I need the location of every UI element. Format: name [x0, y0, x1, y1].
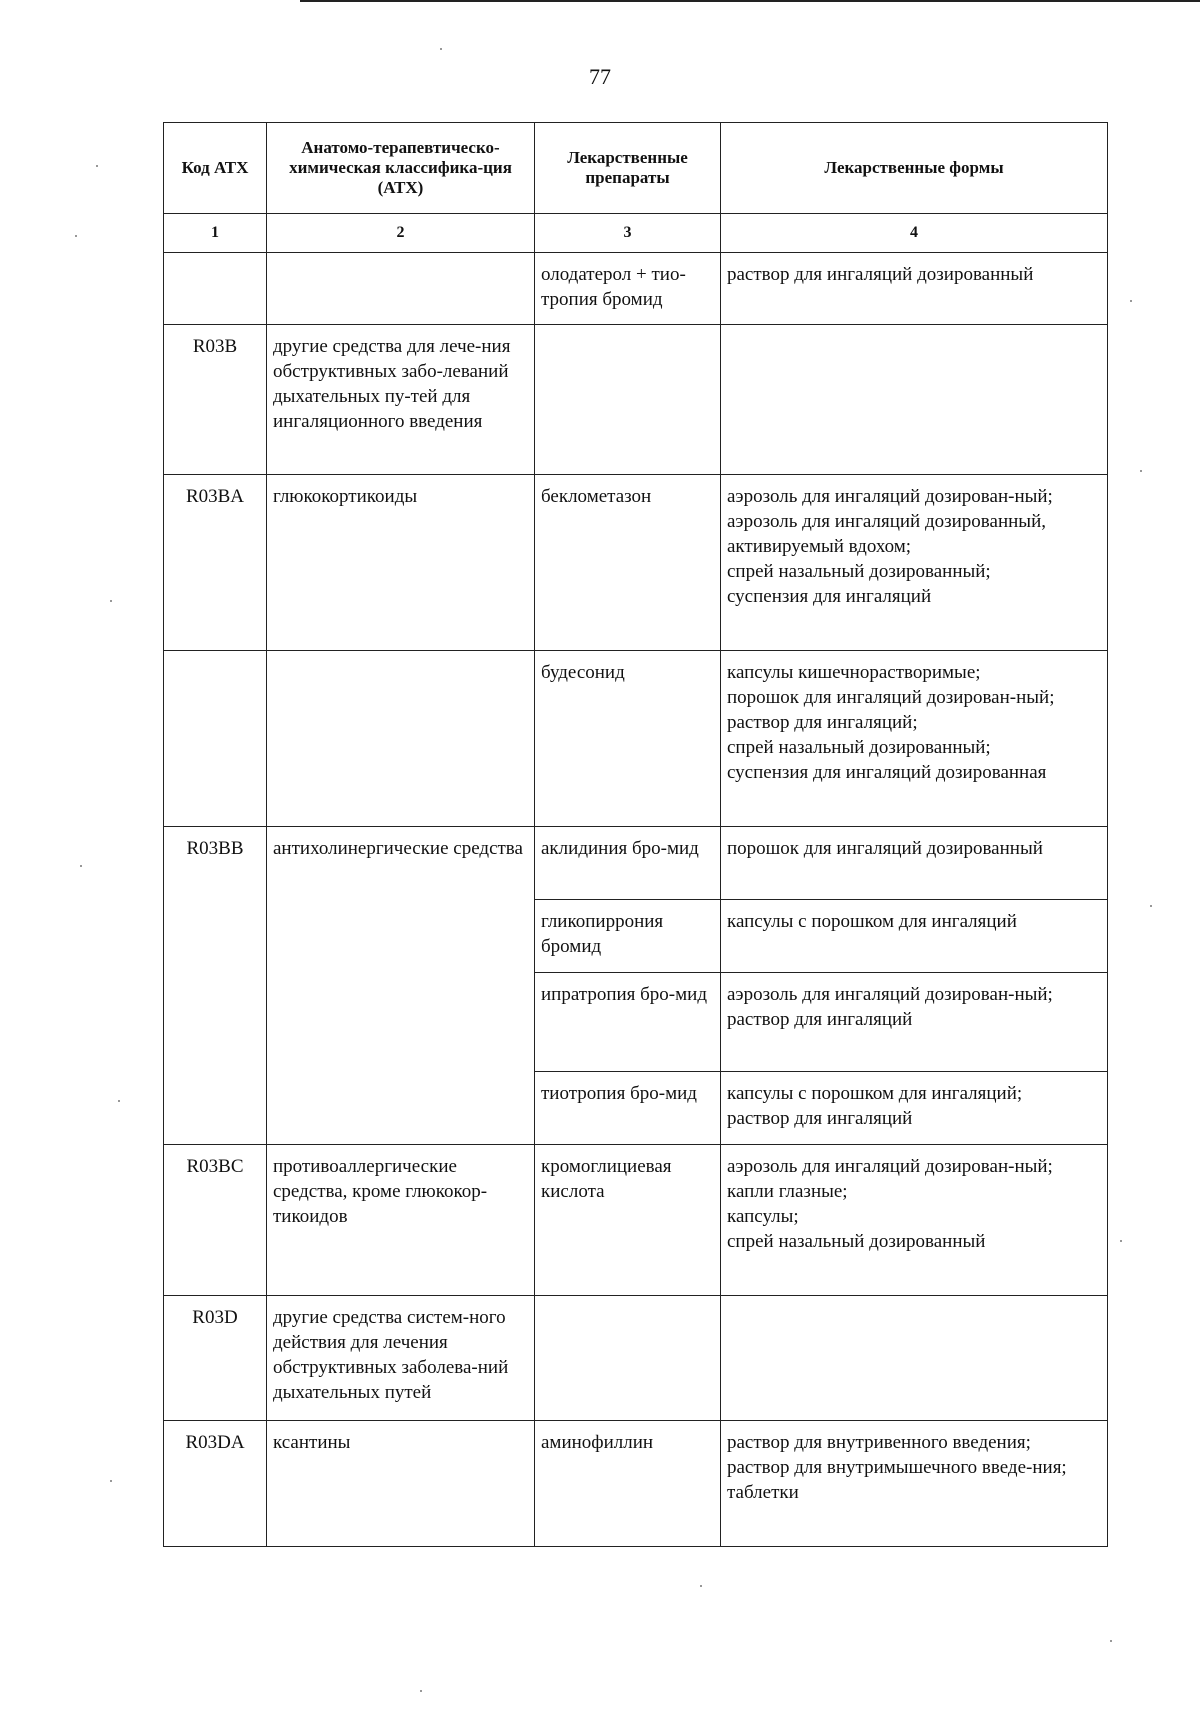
atx-code-cell: R03DA	[164, 1421, 267, 1547]
atx-code-cell: R03D	[164, 1296, 267, 1421]
classification-cell: другие средства систем-ного действия для лечения обструктивных заболева-ний дыхательных путей	[267, 1296, 535, 1421]
header-drugs: Лекарственные препараты	[535, 123, 721, 214]
atx-code-cell	[164, 253, 267, 325]
scan-speck	[1120, 1240, 1122, 1242]
atx-code-cell: R03BB	[164, 827, 267, 1145]
scan-speck	[110, 600, 112, 602]
atx-drug-table	[163, 122, 1108, 1547]
dosage-forms-cell: раствор для внутривенного введения; раствор для внутримышечного введе-ния; таблетки	[721, 1421, 1108, 1547]
drug-cell: аклидиния бро-мид	[535, 827, 721, 900]
classification-cell: ксантины	[267, 1421, 535, 1547]
table-row	[164, 827, 1108, 900]
dosage-forms-cell: аэрозоль для ингаляций дозирован-ный; капли глазные; капсулы; спрей назальный дозированный	[721, 1145, 1108, 1296]
drug-cell: гликопиррония бромид	[535, 900, 721, 973]
table-row	[164, 1145, 1108, 1296]
column-number: 2	[267, 214, 535, 253]
scan-speck	[75, 235, 77, 237]
classification-cell	[267, 253, 535, 325]
header-atx-code: Код АТХ	[164, 123, 267, 214]
table-row	[164, 253, 1108, 325]
atx-code-cell: R03B	[164, 325, 267, 475]
column-number: 4	[721, 214, 1108, 253]
header-atx-classification: Анатомо-терапевтическо-химическая классифика-ция (АТХ)	[267, 123, 535, 214]
drug-cell: будесонид	[535, 651, 721, 827]
table-row	[164, 1296, 1108, 1421]
column-number: 1	[164, 214, 267, 253]
scan-speck	[1110, 1640, 1112, 1642]
dosage-forms-cell: порошок для ингаляций дозированный	[721, 827, 1108, 900]
dosage-forms-cell	[721, 325, 1108, 475]
classification-cell: другие средства для лече-ния обструктивных забо-леваний дыхательных пу-тей для ингаляционного введения	[267, 325, 535, 475]
dosage-forms-cell: аэрозоль для ингаляций дозирован-ный; раствор для ингаляций	[721, 973, 1108, 1072]
column-number-row	[164, 214, 1108, 253]
table-row	[164, 1421, 1108, 1547]
scan-speck	[700, 1585, 702, 1587]
drug-cell: аминофиллин	[535, 1421, 721, 1547]
page-number: 77	[589, 64, 611, 89]
top-edge-rule	[300, 0, 1200, 2]
scan-speck	[440, 48, 442, 50]
dosage-forms-cell	[721, 1296, 1108, 1421]
atx-code-cell	[164, 651, 267, 827]
dosage-forms-cell: капсулы кишечнорастворимые; порошок для ингаляций дозирован-ный; раствор для ингаляций; спрей назальный дозированный; суспензия для ингаляций дозированная	[721, 651, 1108, 827]
drug-cell: беклометазон	[535, 475, 721, 651]
classification-cell: противоаллергические средства, кроме глюкокор-тикоидов	[267, 1145, 535, 1296]
scan-speck	[1150, 905, 1152, 907]
atx-code-cell: R03BA	[164, 475, 267, 651]
classification-cell: антихолинергические средства	[267, 827, 535, 1145]
drug-cell: олодатерол + тио-тропия бромид	[535, 253, 721, 325]
drug-cell: ипратропия бро-мид	[535, 973, 721, 1072]
scan-speck	[420, 1690, 422, 1692]
drug-cell: тиотропия бро-мид	[535, 1072, 721, 1145]
scan-speck	[118, 1100, 120, 1102]
scan-speck	[1130, 300, 1132, 302]
drug-cell	[535, 325, 721, 475]
dosage-forms-cell: капсулы с порошком для ингаляций; раствор для ингаляций	[721, 1072, 1108, 1145]
table-row	[164, 325, 1108, 475]
table-row	[164, 651, 1108, 827]
scan-speck	[80, 865, 82, 867]
table-row	[164, 475, 1108, 651]
dosage-forms-cell: раствор для ингаляций дозированный	[721, 253, 1108, 325]
scan-speck	[110, 1480, 112, 1482]
column-number: 3	[535, 214, 721, 253]
dosage-forms-cell: аэрозоль для ингаляций дозирован-ный; аэрозоль для ингаляций дозированный, активируемый вдохом; спрей назальный дозированный; суспензия для ингаляций	[721, 475, 1108, 651]
table-header-row	[164, 123, 1108, 214]
classification-cell: глюкокортикоиды	[267, 475, 535, 651]
scan-speck	[1140, 470, 1142, 472]
classification-cell	[267, 651, 535, 827]
drug-cell: кромоглициевая кислота	[535, 1145, 721, 1296]
drug-cell	[535, 1296, 721, 1421]
header-dosage-forms: Лекарственные формы	[721, 123, 1108, 214]
scan-speck	[96, 165, 98, 167]
dosage-forms-cell: капсулы с порошком для ингаляций	[721, 900, 1108, 973]
atx-code-cell: R03BC	[164, 1145, 267, 1296]
